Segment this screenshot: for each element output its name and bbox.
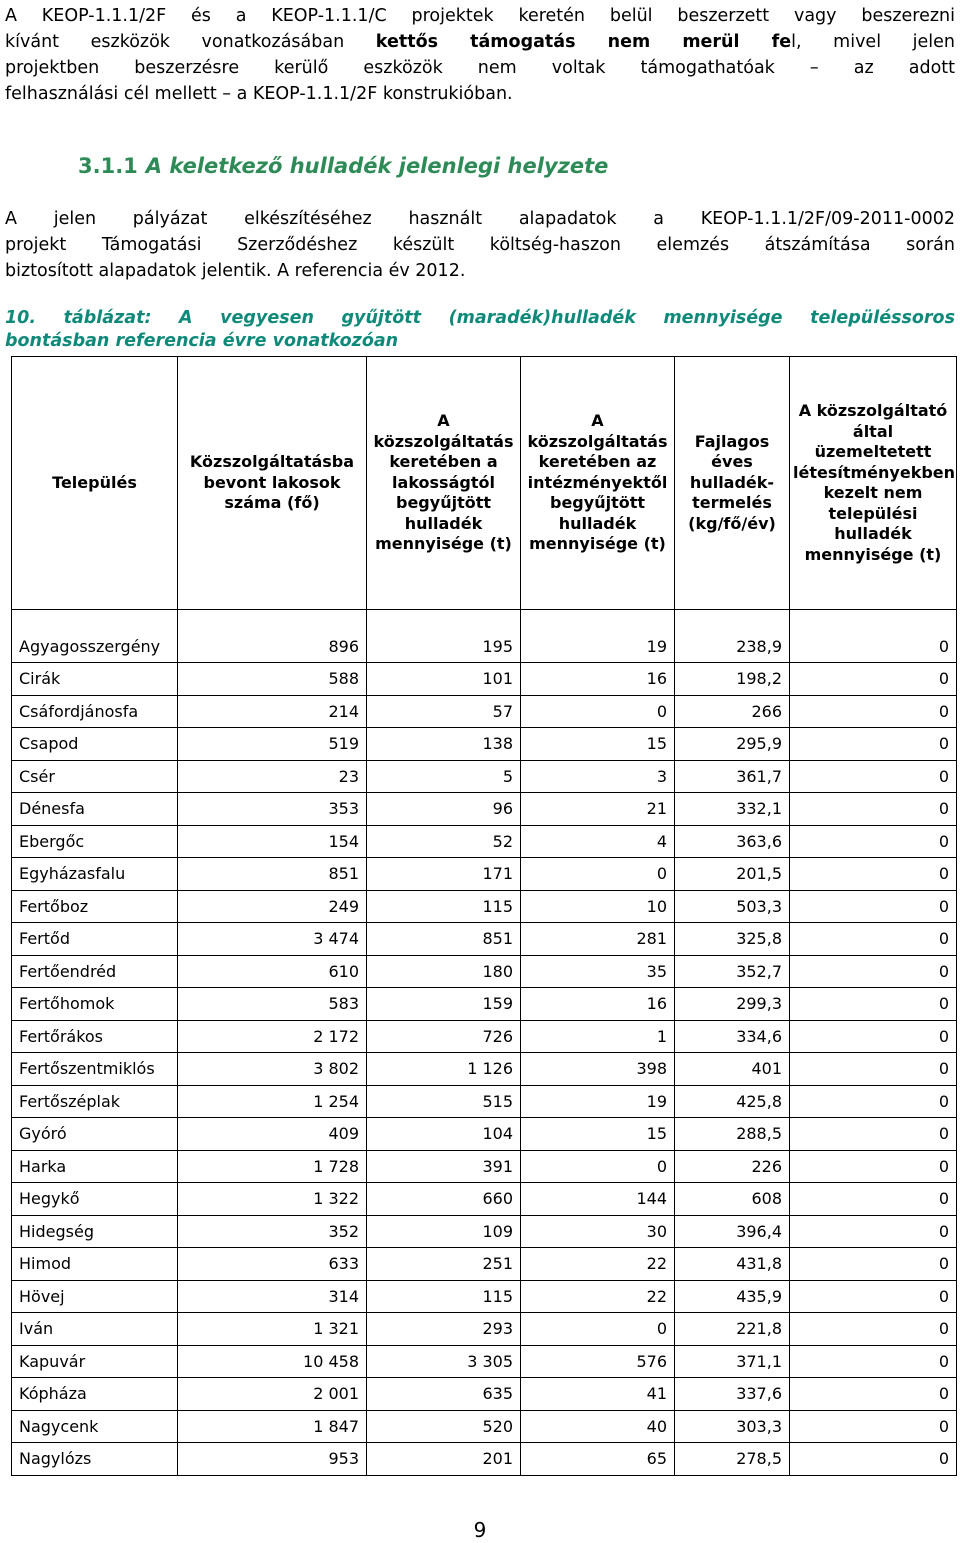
value-cell: 41	[521, 1378, 675, 1411]
value-cell: 52	[367, 825, 521, 858]
intro-line: A KEOP-1.1.1/2F és a KEOP-1.1.1/C projektek keretén belül beszerzett vagy beszerezni	[5, 6, 955, 26]
value-cell: 251	[367, 1248, 521, 1281]
value-cell: 16	[521, 663, 675, 696]
value-cell: 0	[790, 1248, 957, 1281]
value-cell: 431,8	[675, 1248, 790, 1281]
value-cell: 65	[521, 1443, 675, 1476]
value-cell: 334,6	[675, 1020, 790, 1053]
settlement-cell: Fertőboz	[12, 890, 178, 923]
value-cell: 19	[521, 1085, 675, 1118]
value-cell: 435,9	[675, 1280, 790, 1313]
settlement-cell: Iván	[12, 1313, 178, 1346]
intro-text: l, mivel jelen	[791, 32, 956, 52]
settlement-cell: Hövej	[12, 1280, 178, 1313]
body-paragraph	[5, 206, 955, 284]
body-line: A jelen pályázat elkészítéséhez használt alapadatok a KEOP-1.1.1/2F/09-2011-0002	[5, 209, 955, 229]
value-cell: 503,3	[675, 890, 790, 923]
table-row	[12, 1215, 957, 1248]
value-cell: 96	[367, 793, 521, 826]
value-cell: 953	[178, 1443, 367, 1476]
col-header-institution-waste: A közszolgáltatás keretében az intézményektől begyűjtött hulladék mennyisége (t)	[521, 357, 675, 610]
value-cell: 608	[675, 1183, 790, 1216]
value-cell: 0	[790, 988, 957, 1021]
table-row	[12, 760, 957, 793]
table-row	[12, 1378, 957, 1411]
value-cell: 635	[367, 1378, 521, 1411]
table-row	[12, 663, 957, 696]
value-cell: 371,1	[675, 1345, 790, 1378]
value-cell: 293	[367, 1313, 521, 1346]
intro-emphasis: kettős támogatás nem merül fe	[375, 32, 792, 52]
intro-paragraph	[5, 3, 955, 107]
table-row	[12, 728, 957, 761]
value-cell: 0	[790, 923, 957, 956]
value-cell: 23	[178, 760, 367, 793]
intro-text: kívánt eszközök vonatkozásában	[5, 32, 376, 52]
value-cell: 515	[367, 1085, 521, 1118]
value-cell: 249	[178, 890, 367, 923]
value-cell: 0	[790, 1118, 957, 1151]
body-line: biztosított alapadatok jelentik. A referencia év 2012.	[5, 261, 466, 281]
value-cell: 398	[521, 1053, 675, 1086]
table-row	[12, 1313, 957, 1346]
value-cell: 332,1	[675, 793, 790, 826]
value-cell: 337,6	[675, 1378, 790, 1411]
table-caption	[5, 307, 955, 353]
settlement-cell: Fertőendréd	[12, 955, 178, 988]
value-cell: 519	[178, 728, 367, 761]
settlement-cell: Csáfordjánosfa	[12, 695, 178, 728]
value-cell: 352,7	[675, 955, 790, 988]
value-cell: 195	[367, 610, 521, 663]
value-cell: 896	[178, 610, 367, 663]
settlement-cell: Cirák	[12, 663, 178, 696]
table-row	[12, 610, 957, 663]
caption-line: bontásban referencia évre vonatkozóan	[5, 331, 399, 351]
settlement-cell: Kópháza	[12, 1378, 178, 1411]
value-cell: 0	[521, 1313, 675, 1346]
value-cell: 0	[790, 1215, 957, 1248]
value-cell: 101	[367, 663, 521, 696]
value-cell: 409	[178, 1118, 367, 1151]
value-cell: 15	[521, 728, 675, 761]
table-row	[12, 1248, 957, 1281]
value-cell: 226	[675, 1150, 790, 1183]
value-cell: 0	[790, 1053, 957, 1086]
value-cell: 0	[790, 1085, 957, 1118]
value-cell: 0	[790, 825, 957, 858]
settlement-cell: Fertőrákos	[12, 1020, 178, 1053]
value-cell: 0	[790, 1280, 957, 1313]
value-cell: 425,8	[675, 1085, 790, 1118]
value-cell: 40	[521, 1410, 675, 1443]
value-cell: 851	[178, 858, 367, 891]
table-row	[12, 955, 957, 988]
value-cell: 0	[790, 1150, 957, 1183]
value-cell: 3 802	[178, 1053, 367, 1086]
value-cell: 2 001	[178, 1378, 367, 1411]
value-cell: 0	[521, 858, 675, 891]
table-row	[12, 793, 957, 826]
value-cell: 401	[675, 1053, 790, 1086]
value-cell: 0	[790, 728, 957, 761]
table-row	[12, 923, 957, 956]
value-cell: 3 305	[367, 1345, 521, 1378]
value-cell: 0	[521, 1150, 675, 1183]
value-cell: 0	[790, 1313, 957, 1346]
value-cell: 221,8	[675, 1313, 790, 1346]
value-cell: 201	[367, 1443, 521, 1476]
value-cell: 0	[790, 955, 957, 988]
col-header-non-municipal-waste: A közszolgáltató által üzemeltetett létesítményekben kezelt nem települési hulladék mennyisége (t)	[790, 357, 957, 610]
table-body	[12, 610, 957, 1476]
value-cell: 19	[521, 610, 675, 663]
value-cell: 299,3	[675, 988, 790, 1021]
value-cell: 35	[521, 955, 675, 988]
table-row	[12, 1053, 957, 1086]
value-cell: 0	[790, 1345, 957, 1378]
value-cell: 288,5	[675, 1118, 790, 1151]
settlement-cell: Nagycenk	[12, 1410, 178, 1443]
value-cell: 576	[521, 1345, 675, 1378]
settlement-cell: Csapod	[12, 728, 178, 761]
value-cell: 361,7	[675, 760, 790, 793]
value-cell: 138	[367, 728, 521, 761]
value-cell: 21	[521, 793, 675, 826]
value-cell: 610	[178, 955, 367, 988]
value-cell: 0	[790, 610, 957, 663]
value-cell: 278,5	[675, 1443, 790, 1476]
value-cell: 588	[178, 663, 367, 696]
value-cell: 238,9	[675, 610, 790, 663]
value-cell: 22	[521, 1248, 675, 1281]
intro-line: felhasználási cél mellett – a KEOP-1.1.1/2F konstrukióban.	[5, 84, 513, 104]
value-cell: 115	[367, 1280, 521, 1313]
settlement-cell: Hidegség	[12, 1215, 178, 1248]
value-cell: 0	[790, 1183, 957, 1216]
value-cell: 1 847	[178, 1410, 367, 1443]
settlement-cell: Fertőszéplak	[12, 1085, 178, 1118]
table-row	[12, 695, 957, 728]
intro-line: projektben beszerzésre kerülő eszközök nem voltak támogathatóak – az adott	[5, 58, 955, 78]
value-cell: 352	[178, 1215, 367, 1248]
col-header-settlement: Település	[12, 357, 178, 610]
value-cell: 1 321	[178, 1313, 367, 1346]
value-cell: 660	[367, 1183, 521, 1216]
value-cell: 201,5	[675, 858, 790, 891]
value-cell: 5	[367, 760, 521, 793]
settlement-cell: Fertőd	[12, 923, 178, 956]
value-cell: 303,3	[675, 1410, 790, 1443]
value-cell: 396,4	[675, 1215, 790, 1248]
value-cell: 0	[790, 1020, 957, 1053]
settlement-cell: Harka	[12, 1150, 178, 1183]
value-cell: 3	[521, 760, 675, 793]
value-cell: 851	[367, 923, 521, 956]
settlement-cell: Hegykő	[12, 1183, 178, 1216]
col-header-specific-waste: Fajlagos éves hulladék-termelés (kg/fő/év)	[675, 357, 790, 610]
table-row	[12, 1020, 957, 1053]
section-title: A keletkező hulladék jelenlegi helyzete	[145, 154, 609, 178]
intro-line	[5, 29, 955, 55]
value-cell: 0	[790, 890, 957, 923]
value-cell: 295,9	[675, 728, 790, 761]
value-cell: 154	[178, 825, 367, 858]
settlement-cell: Agyagosszergény	[12, 610, 178, 663]
settlement-cell: Kapuvár	[12, 1345, 178, 1378]
value-cell: 104	[367, 1118, 521, 1151]
section-number: 3.1.1	[78, 154, 138, 178]
value-cell: 10	[521, 890, 675, 923]
page-number: 9	[473, 1518, 487, 1542]
value-cell: 520	[367, 1410, 521, 1443]
value-cell: 1 322	[178, 1183, 367, 1216]
settlement-cell: Fertőszentmiklós	[12, 1053, 178, 1086]
settlement-cell: Nagylózs	[12, 1443, 178, 1476]
value-cell: 10 458	[178, 1345, 367, 1378]
value-cell: 144	[521, 1183, 675, 1216]
waste-table	[11, 356, 957, 1476]
caption-line: 10. táblázat: A vegyesen gyűjtött (maradék)hulladék mennyisége településsoros	[5, 308, 955, 328]
table-row	[12, 1118, 957, 1151]
value-cell: 180	[367, 955, 521, 988]
value-cell: 214	[178, 695, 367, 728]
table-row	[12, 858, 957, 891]
value-cell: 171	[367, 858, 521, 891]
value-cell: 0	[790, 695, 957, 728]
value-cell: 1 728	[178, 1150, 367, 1183]
value-cell: 314	[178, 1280, 367, 1313]
settlement-cell: Fertőhomok	[12, 988, 178, 1021]
table-row	[12, 1183, 957, 1216]
value-cell: 0	[790, 760, 957, 793]
col-header-population: Közszolgáltatásba bevont lakosok száma (fő)	[178, 357, 367, 610]
value-cell: 0	[790, 1410, 957, 1443]
settlement-cell: Egyházasfalu	[12, 858, 178, 891]
settlement-cell: Gyóró	[12, 1118, 178, 1151]
value-cell: 22	[521, 1280, 675, 1313]
value-cell: 16	[521, 988, 675, 1021]
value-cell: 0	[521, 695, 675, 728]
table-row	[12, 825, 957, 858]
value-cell: 15	[521, 1118, 675, 1151]
value-cell: 391	[367, 1150, 521, 1183]
value-cell: 363,6	[675, 825, 790, 858]
table-row	[12, 988, 957, 1021]
value-cell: 198,2	[675, 663, 790, 696]
value-cell: 0	[790, 663, 957, 696]
col-header-household-waste: A közszolgáltatás keretében a lakosságtól begyűjtött hulladék mennyisége (t)	[367, 357, 521, 610]
table-row	[12, 1410, 957, 1443]
value-cell: 1 126	[367, 1053, 521, 1086]
value-cell: 115	[367, 890, 521, 923]
table-row	[12, 1085, 957, 1118]
settlement-cell: Csér	[12, 760, 178, 793]
table-row	[12, 1280, 957, 1313]
value-cell: 633	[178, 1248, 367, 1281]
value-cell: 583	[178, 988, 367, 1021]
value-cell: 2 172	[178, 1020, 367, 1053]
settlement-cell: Dénesfa	[12, 793, 178, 826]
value-cell: 0	[790, 1443, 957, 1476]
value-cell: 109	[367, 1215, 521, 1248]
value-cell: 1	[521, 1020, 675, 1053]
value-cell: 726	[367, 1020, 521, 1053]
table-header-row	[12, 357, 957, 610]
settlement-cell: Himod	[12, 1248, 178, 1281]
table-row	[12, 1443, 957, 1476]
value-cell: 353	[178, 793, 367, 826]
value-cell: 281	[521, 923, 675, 956]
settlement-cell: Ebergőc	[12, 825, 178, 858]
value-cell: 266	[675, 695, 790, 728]
table-row	[12, 1345, 957, 1378]
body-line: projekt Támogatási Szerződéshez készült költség-haszon elemzés átszámítása során	[5, 235, 955, 255]
value-cell: 57	[367, 695, 521, 728]
table-row	[12, 890, 957, 923]
value-cell: 0	[790, 858, 957, 891]
value-cell: 0	[790, 1378, 957, 1411]
value-cell: 1 254	[178, 1085, 367, 1118]
value-cell: 3 474	[178, 923, 367, 956]
value-cell: 159	[367, 988, 521, 1021]
value-cell: 4	[521, 825, 675, 858]
section-heading	[78, 154, 608, 178]
value-cell: 0	[790, 793, 957, 826]
table-row	[12, 1150, 957, 1183]
value-cell: 325,8	[675, 923, 790, 956]
value-cell: 30	[521, 1215, 675, 1248]
